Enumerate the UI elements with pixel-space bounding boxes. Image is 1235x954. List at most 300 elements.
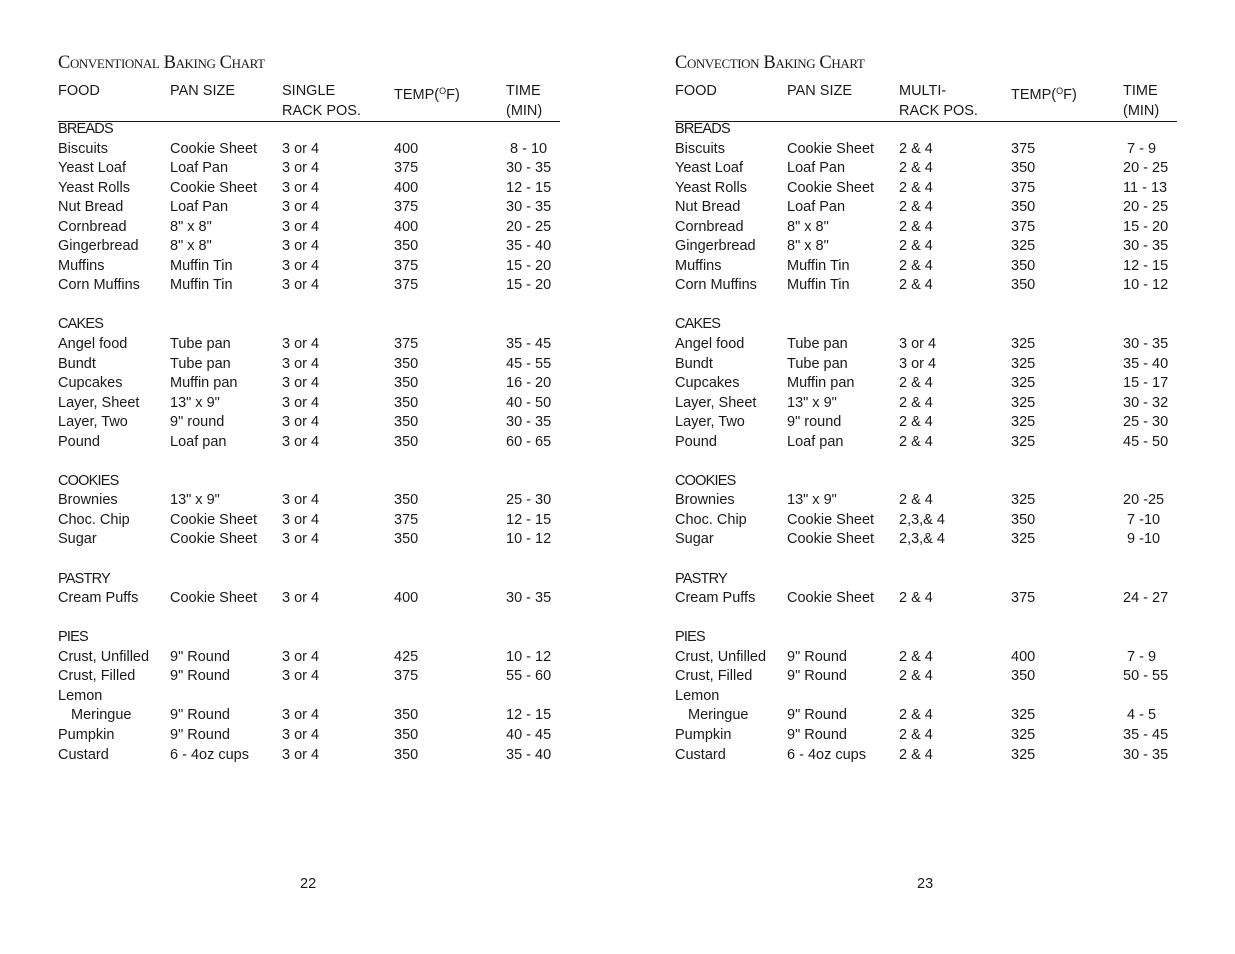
cell-rack-pos: 2,3,& 4 xyxy=(899,511,945,528)
category-row xyxy=(58,315,560,335)
cell-pan-size: Cookie Sheet xyxy=(787,531,875,548)
cell-time: 30 - 35 xyxy=(1123,746,1169,763)
cell-temp: 375 xyxy=(394,668,419,685)
cell-food: Cream Puffs xyxy=(58,590,139,607)
cell-pan-size: 9" Round xyxy=(170,648,230,665)
cell-pan-size: Cookie Sheet xyxy=(170,531,258,548)
table-row xyxy=(675,726,1177,746)
cell-temp: 350 xyxy=(394,726,419,743)
cell-pan-size: Muffin Tin xyxy=(170,277,233,294)
cell-temp: 350 xyxy=(1011,511,1036,528)
cell-pan-size: Tube pan xyxy=(787,355,848,372)
table-row xyxy=(675,394,1177,414)
cell-rack-pos: 3 or 4 xyxy=(282,160,320,177)
table-row xyxy=(675,179,1177,199)
cell-rack-pos: 3 or 4 xyxy=(282,238,320,255)
cell-pan-size: Cookie Sheet xyxy=(170,590,258,607)
cell-time: 12 - 15 xyxy=(506,511,552,528)
table-row xyxy=(675,413,1177,433)
cell-pan-size: 8" x 8" xyxy=(787,218,829,235)
cell-food: Pound xyxy=(58,433,100,450)
cell-time: 30 - 35 xyxy=(1123,238,1169,255)
table-header xyxy=(675,82,1177,122)
cell-temp: 375 xyxy=(1011,140,1036,157)
cell-temp: 325 xyxy=(1011,433,1036,450)
cell-food: Corn Muffins xyxy=(58,277,140,294)
cell-food: Yeast Rolls xyxy=(58,179,131,196)
table-row xyxy=(58,374,560,394)
cell-food: Pumpkin xyxy=(58,726,115,743)
cell-food: Sugar xyxy=(58,531,97,548)
header-rack-pos: SINGLE RACK POS. xyxy=(282,83,361,119)
cell-food: Pound xyxy=(675,433,717,450)
cell-food: Yeast Rolls xyxy=(675,179,748,196)
cell-food: Brownies xyxy=(58,492,118,509)
category-row xyxy=(675,315,1177,335)
cell-time: 40 - 50 xyxy=(506,394,552,411)
table-row xyxy=(58,746,560,766)
cell-rack-pos: 2 & 4 xyxy=(899,414,933,431)
table-row xyxy=(58,726,560,746)
cell-rack-pos: 2 & 4 xyxy=(899,199,933,216)
table-row xyxy=(58,218,560,238)
cell-temp: 375 xyxy=(394,160,419,177)
cell-temp: 325 xyxy=(1011,726,1036,743)
cell-rack-pos: 2 & 4 xyxy=(899,707,933,724)
cell-time: 7 - 9 xyxy=(1123,140,1157,157)
cell-time: 15 - 17 xyxy=(1123,375,1169,392)
cell-temp: 400 xyxy=(1011,648,1036,665)
cell-pan-size: 8" x 8" xyxy=(170,218,212,235)
cell-pan-size: 13" x 9" xyxy=(170,492,220,509)
cell-rack-pos: 2 & 4 xyxy=(899,160,933,177)
chart-title: Convection Baking Chart xyxy=(675,53,865,73)
table-row xyxy=(675,355,1177,375)
spacer-row xyxy=(675,550,1177,570)
cell-pan-size: 9" Round xyxy=(787,707,847,724)
spacer-row xyxy=(58,296,560,316)
cell-time: 7 - 9 xyxy=(1123,648,1157,665)
degree-symbol: O xyxy=(439,86,447,96)
cell-food: Crust, Unfilled xyxy=(675,648,767,665)
cell-food: Choc. Chip xyxy=(675,511,747,528)
cell-temp: 425 xyxy=(394,648,419,665)
category-label: PASTRY xyxy=(675,570,727,587)
cell-temp: 350 xyxy=(394,492,419,509)
cell-rack-pos: 2 & 4 xyxy=(899,277,933,294)
cell-temp: 350 xyxy=(1011,257,1036,274)
cell-food: Cornbread xyxy=(675,218,744,235)
cell-food: Choc. Chip xyxy=(58,511,130,528)
cell-time: 30 - 32 xyxy=(1123,394,1169,411)
table-row xyxy=(58,198,560,218)
cell-time: 30 - 35 xyxy=(506,414,552,431)
cell-temp: 400 xyxy=(394,218,419,235)
cell-pan-size: 6 - 4oz cups xyxy=(787,746,866,763)
cell-pan-size: Loaf Pan xyxy=(787,199,846,216)
cell-time: 35 - 45 xyxy=(506,336,552,353)
cell-rack-pos: 2 & 4 xyxy=(899,218,933,235)
cell-pan-size: Loaf Pan xyxy=(170,160,229,177)
cell-time: 20 -25 xyxy=(1123,492,1165,509)
cell-time: 10 - 12 xyxy=(506,648,552,665)
cell-temp: 325 xyxy=(1011,414,1036,431)
cell-time: 12 - 15 xyxy=(1123,257,1169,274)
cell-time: 15 - 20 xyxy=(1123,218,1169,235)
cell-time: 4 - 5 xyxy=(1123,707,1157,724)
table-row xyxy=(58,413,560,433)
table-row xyxy=(675,140,1177,160)
category-label: CAKES xyxy=(58,316,104,333)
table-row xyxy=(675,589,1177,609)
cell-temp: 350 xyxy=(394,375,419,392)
cell-time: 35 - 45 xyxy=(1123,726,1169,743)
cell-pan-size: Muffin pan xyxy=(170,375,238,392)
table-row xyxy=(675,276,1177,296)
table-row xyxy=(58,648,560,668)
cell-time: 30 - 35 xyxy=(506,199,552,216)
cell-rack-pos: 3 or 4 xyxy=(282,668,320,685)
table-row xyxy=(675,667,1177,687)
cell-pan-size: Muffin Tin xyxy=(787,257,850,274)
table-row xyxy=(675,746,1177,766)
cell-food: Biscuits xyxy=(675,140,725,157)
cell-rack-pos: 3 or 4 xyxy=(282,433,320,450)
table-header xyxy=(58,82,560,122)
table-row xyxy=(58,335,560,355)
category-label: BREADS xyxy=(675,121,730,137)
cell-temp: 375 xyxy=(394,257,419,274)
cell-food: Yeast Loaf xyxy=(675,160,743,177)
cell-food: Gingerbread xyxy=(675,238,756,255)
cell-time: 10 - 12 xyxy=(1123,277,1169,294)
cell-rack-pos: 3 or 4 xyxy=(282,707,320,724)
cell-temp: 400 xyxy=(394,179,419,196)
table-row xyxy=(675,687,1177,707)
table-row xyxy=(675,706,1177,726)
category-row xyxy=(58,570,560,590)
cell-pan-size: 8" x 8" xyxy=(170,238,212,255)
cell-temp: 325 xyxy=(1011,375,1036,392)
cell-rack-pos: 3 or 4 xyxy=(282,414,320,431)
cell-temp: 350 xyxy=(394,746,419,763)
cell-pan-size: 8" x 8" xyxy=(787,238,829,255)
cell-temp: 350 xyxy=(394,707,419,724)
cell-food: Custard xyxy=(675,746,726,763)
cell-pan-size: Tube pan xyxy=(787,336,848,353)
header-temp: TEMP($^O$F) xyxy=(1011,86,1077,103)
table-row xyxy=(58,433,560,453)
cell-time: 20 - 25 xyxy=(1123,199,1169,216)
table-row xyxy=(58,706,560,726)
category-label: BREADS xyxy=(58,121,113,137)
cell-pan-size: Muffin Tin xyxy=(170,257,233,274)
cell-pan-size: Tube pan xyxy=(170,336,231,353)
cell-food: Bundt xyxy=(58,355,96,372)
cell-temp: 325 xyxy=(1011,492,1036,509)
cell-food: Yeast Loaf xyxy=(58,160,126,177)
cell-temp: 375 xyxy=(1011,590,1036,607)
header-temp: TEMP($^O$F) xyxy=(394,86,460,103)
cell-time: 30 - 35 xyxy=(506,160,552,177)
table-row xyxy=(675,257,1177,277)
cell-pan-size: 9" Round xyxy=(170,707,230,724)
category-row xyxy=(675,120,1177,140)
cell-food: Crust, Filled xyxy=(675,668,753,685)
cell-time: 24 - 27 xyxy=(1123,590,1169,607)
category-label: PIES xyxy=(58,629,88,646)
cell-pan-size: Cookie Sheet xyxy=(170,179,258,196)
cell-food: Corn Muffins xyxy=(675,277,757,294)
cell-temp: 375 xyxy=(394,277,419,294)
cell-time: 35 - 40 xyxy=(506,746,552,763)
cell-pan-size: Cookie Sheet xyxy=(787,140,875,157)
cell-rack-pos: 2 & 4 xyxy=(899,590,933,607)
category-label: COOKIES xyxy=(58,472,119,489)
cell-food: Pumpkin xyxy=(675,726,732,743)
cell-time: 16 - 20 xyxy=(506,375,552,392)
cell-pan-size: Loaf Pan xyxy=(170,199,229,216)
cell-food: Layer, Sheet xyxy=(58,394,140,411)
cell-time: 20 - 25 xyxy=(506,218,552,235)
cell-food: Bundt xyxy=(675,355,713,372)
cell-food: Angel food xyxy=(58,336,128,353)
cell-rack-pos: 3 or 4 xyxy=(282,199,320,216)
cell-time: 10 - 12 xyxy=(506,531,552,548)
cell-food: Cupcakes xyxy=(675,375,740,392)
cell-temp: 350 xyxy=(394,355,419,372)
cell-food: Layer, Two xyxy=(675,414,745,431)
cell-pan-size: 9" Round xyxy=(170,726,230,743)
cell-food: Crust, Filled xyxy=(58,668,136,685)
cell-rack-pos: 2 & 4 xyxy=(899,668,933,685)
cell-rack-pos: 2 & 4 xyxy=(899,140,933,157)
cell-rack-pos: 3 or 4 xyxy=(282,336,320,353)
cell-food: Lemon xyxy=(675,687,720,704)
cell-temp: 350 xyxy=(1011,277,1036,294)
cell-time: 50 - 55 xyxy=(1123,668,1169,685)
cell-rack-pos: 2 & 4 xyxy=(899,492,933,509)
table-row xyxy=(675,511,1177,531)
cell-food: Muffins xyxy=(58,257,105,274)
cell-time: 8 - 10 xyxy=(506,140,548,157)
cell-rack-pos: 3 or 4 xyxy=(899,355,937,372)
cell-time: 7 -10 xyxy=(1123,511,1161,528)
cell-temp: 375 xyxy=(394,336,419,353)
cell-temp: 350 xyxy=(394,433,419,450)
cell-pan-size: Cookie Sheet xyxy=(170,140,258,157)
cell-temp: 375 xyxy=(1011,179,1036,196)
table-row xyxy=(58,687,560,707)
spacer-row xyxy=(58,550,560,570)
cell-food: Muffins xyxy=(675,257,722,274)
cell-rack-pos: 2 & 4 xyxy=(899,238,933,255)
cell-food: Cupcakes xyxy=(58,375,123,392)
cell-time: 25 - 30 xyxy=(1123,414,1169,431)
cell-temp: 325 xyxy=(1011,394,1036,411)
spacer-row xyxy=(58,452,560,472)
cell-rack-pos: 3 or 4 xyxy=(282,746,320,763)
category-label: COOKIES xyxy=(675,472,736,489)
cell-rack-pos: 3 or 4 xyxy=(282,726,320,743)
cell-temp: 350 xyxy=(1011,160,1036,177)
category-row xyxy=(675,628,1177,648)
cell-time: 9 -10 xyxy=(1123,531,1161,548)
cell-pan-size: 9" round xyxy=(170,414,225,431)
cell-time: 60 - 65 xyxy=(506,433,552,450)
table-row xyxy=(675,237,1177,257)
header-time: TIME (MIN) xyxy=(506,83,543,119)
cell-temp: 350 xyxy=(1011,199,1036,216)
category-label: PASTRY xyxy=(58,570,110,587)
cell-temp: 350 xyxy=(394,238,419,255)
cell-time: 35 - 40 xyxy=(506,238,552,255)
chart-title: Conventional Baking Chart xyxy=(58,53,265,73)
cell-food: Brownies xyxy=(675,492,735,509)
cell-rack-pos: 3 or 4 xyxy=(282,355,320,372)
cell-time: 35 - 40 xyxy=(1123,355,1169,372)
cell-rack-pos: 3 or 4 xyxy=(282,394,320,411)
table-row xyxy=(675,198,1177,218)
spacer-row xyxy=(675,452,1177,472)
cell-rack-pos: 3 or 4 xyxy=(282,531,320,548)
header-pan-size: PAN SIZE xyxy=(787,83,852,99)
degree-symbol: O xyxy=(1056,86,1064,96)
cell-rack-pos: 2 & 4 xyxy=(899,394,933,411)
cell-rack-pos: 2 & 4 xyxy=(899,257,933,274)
category-row xyxy=(675,570,1177,590)
table-row xyxy=(58,179,560,199)
cell-temp: 400 xyxy=(394,590,419,607)
cell-food: Layer, Two xyxy=(58,414,128,431)
cell-rack-pos: 3 or 4 xyxy=(282,277,320,294)
spacer-row xyxy=(58,609,560,629)
table-row xyxy=(675,218,1177,238)
cell-rack-pos: 3 or 4 xyxy=(282,590,320,607)
cell-pan-size: 13" x 9" xyxy=(787,394,837,411)
cell-rack-pos: 3 or 4 xyxy=(282,648,320,665)
cell-rack-pos: 2 & 4 xyxy=(899,433,933,450)
category-label: PIES xyxy=(675,629,705,646)
cell-rack-pos: 3 or 4 xyxy=(899,336,937,353)
cell-rack-pos: 2 & 4 xyxy=(899,726,933,743)
cell-food: Nut Bread xyxy=(675,199,741,216)
cell-pan-size: Tube pan xyxy=(170,355,231,372)
table-row xyxy=(58,589,560,609)
table-row xyxy=(58,511,560,531)
cell-time: 30 - 35 xyxy=(1123,336,1169,353)
table-row xyxy=(58,237,560,257)
cell-pan-size: 9" Round xyxy=(170,668,230,685)
cell-rack-pos: 3 or 4 xyxy=(282,511,320,528)
cell-pan-size: 6 - 4oz cups xyxy=(170,746,249,763)
table-row xyxy=(58,394,560,414)
table-row xyxy=(675,433,1177,453)
table-row xyxy=(675,159,1177,179)
cell-food: Custard xyxy=(58,746,109,763)
cell-temp: 325 xyxy=(1011,238,1036,255)
table-row xyxy=(58,530,560,550)
cell-pan-size: 13" x 9" xyxy=(787,492,837,509)
table-row xyxy=(58,276,560,296)
cell-food: Layer, Sheet xyxy=(675,394,757,411)
table-body xyxy=(675,120,1177,765)
cell-food: Meringue xyxy=(71,707,132,724)
category-row xyxy=(58,472,560,492)
cell-pan-size: Cookie Sheet xyxy=(787,511,875,528)
cell-pan-size: 9" round xyxy=(787,414,842,431)
cell-pan-size: Loaf pan xyxy=(787,433,844,450)
cell-food: Gingerbread xyxy=(58,238,139,255)
cell-temp: 375 xyxy=(1011,218,1036,235)
cell-time: 15 - 20 xyxy=(506,257,552,274)
cell-rack-pos: 3 or 4 xyxy=(282,375,320,392)
cell-temp: 350 xyxy=(394,414,419,431)
cell-pan-size: Loaf Pan xyxy=(787,160,846,177)
cell-rack-pos: 3 or 4 xyxy=(282,140,320,157)
category-label: CAKES xyxy=(675,316,721,333)
cell-rack-pos: 3 or 4 xyxy=(282,492,320,509)
table-row xyxy=(58,159,560,179)
header-pan-size: PAN SIZE xyxy=(170,83,235,99)
cell-temp: 325 xyxy=(1011,355,1036,372)
table-row xyxy=(58,140,560,160)
cell-temp: 375 xyxy=(394,511,419,528)
page-number: 22 xyxy=(300,876,317,892)
cell-pan-size: 9" Round xyxy=(787,668,847,685)
page-number: 23 xyxy=(917,876,934,892)
cell-time: 12 - 15 xyxy=(506,179,552,196)
cell-temp: 400 xyxy=(394,140,419,157)
cell-pan-size: 13" x 9" xyxy=(170,394,220,411)
table-row xyxy=(675,374,1177,394)
cell-food: Angel food xyxy=(675,336,745,353)
cell-temp: 325 xyxy=(1011,336,1036,353)
cell-time: 12 - 15 xyxy=(506,707,552,724)
spacer-row xyxy=(675,609,1177,629)
cell-rack-pos: 2 & 4 xyxy=(899,179,933,196)
cell-time: 15 - 20 xyxy=(506,277,552,294)
cell-rack-pos: 2 & 4 xyxy=(899,375,933,392)
cell-temp: 350 xyxy=(394,531,419,548)
spacer-row xyxy=(675,296,1177,316)
table-row xyxy=(675,648,1177,668)
table-row xyxy=(58,257,560,277)
cell-time: 30 - 35 xyxy=(506,590,552,607)
cell-rack-pos: 3 or 4 xyxy=(282,218,320,235)
header-time: TIME (MIN) xyxy=(1123,83,1160,119)
header-food: FOOD xyxy=(675,83,717,99)
table-row xyxy=(675,530,1177,550)
cell-time: 55 - 60 xyxy=(506,668,552,685)
table-row xyxy=(58,355,560,375)
cell-pan-size: Loaf pan xyxy=(170,433,227,450)
table-row xyxy=(675,335,1177,355)
table-row xyxy=(675,491,1177,511)
category-row xyxy=(58,120,560,140)
cell-food: Sugar xyxy=(675,531,714,548)
cell-rack-pos: 3 or 4 xyxy=(282,257,320,274)
cell-temp: 325 xyxy=(1011,531,1036,548)
cell-time: 11 - 13 xyxy=(1123,179,1168,196)
category-row xyxy=(675,472,1177,492)
cell-food: Biscuits xyxy=(58,140,108,157)
table-row xyxy=(58,667,560,687)
cell-time: 25 - 30 xyxy=(506,492,552,509)
cell-food: Nut Bread xyxy=(58,199,124,216)
cell-temp: 325 xyxy=(1011,707,1036,724)
header-rack-pos: MULTI- RACK POS. xyxy=(899,83,978,119)
